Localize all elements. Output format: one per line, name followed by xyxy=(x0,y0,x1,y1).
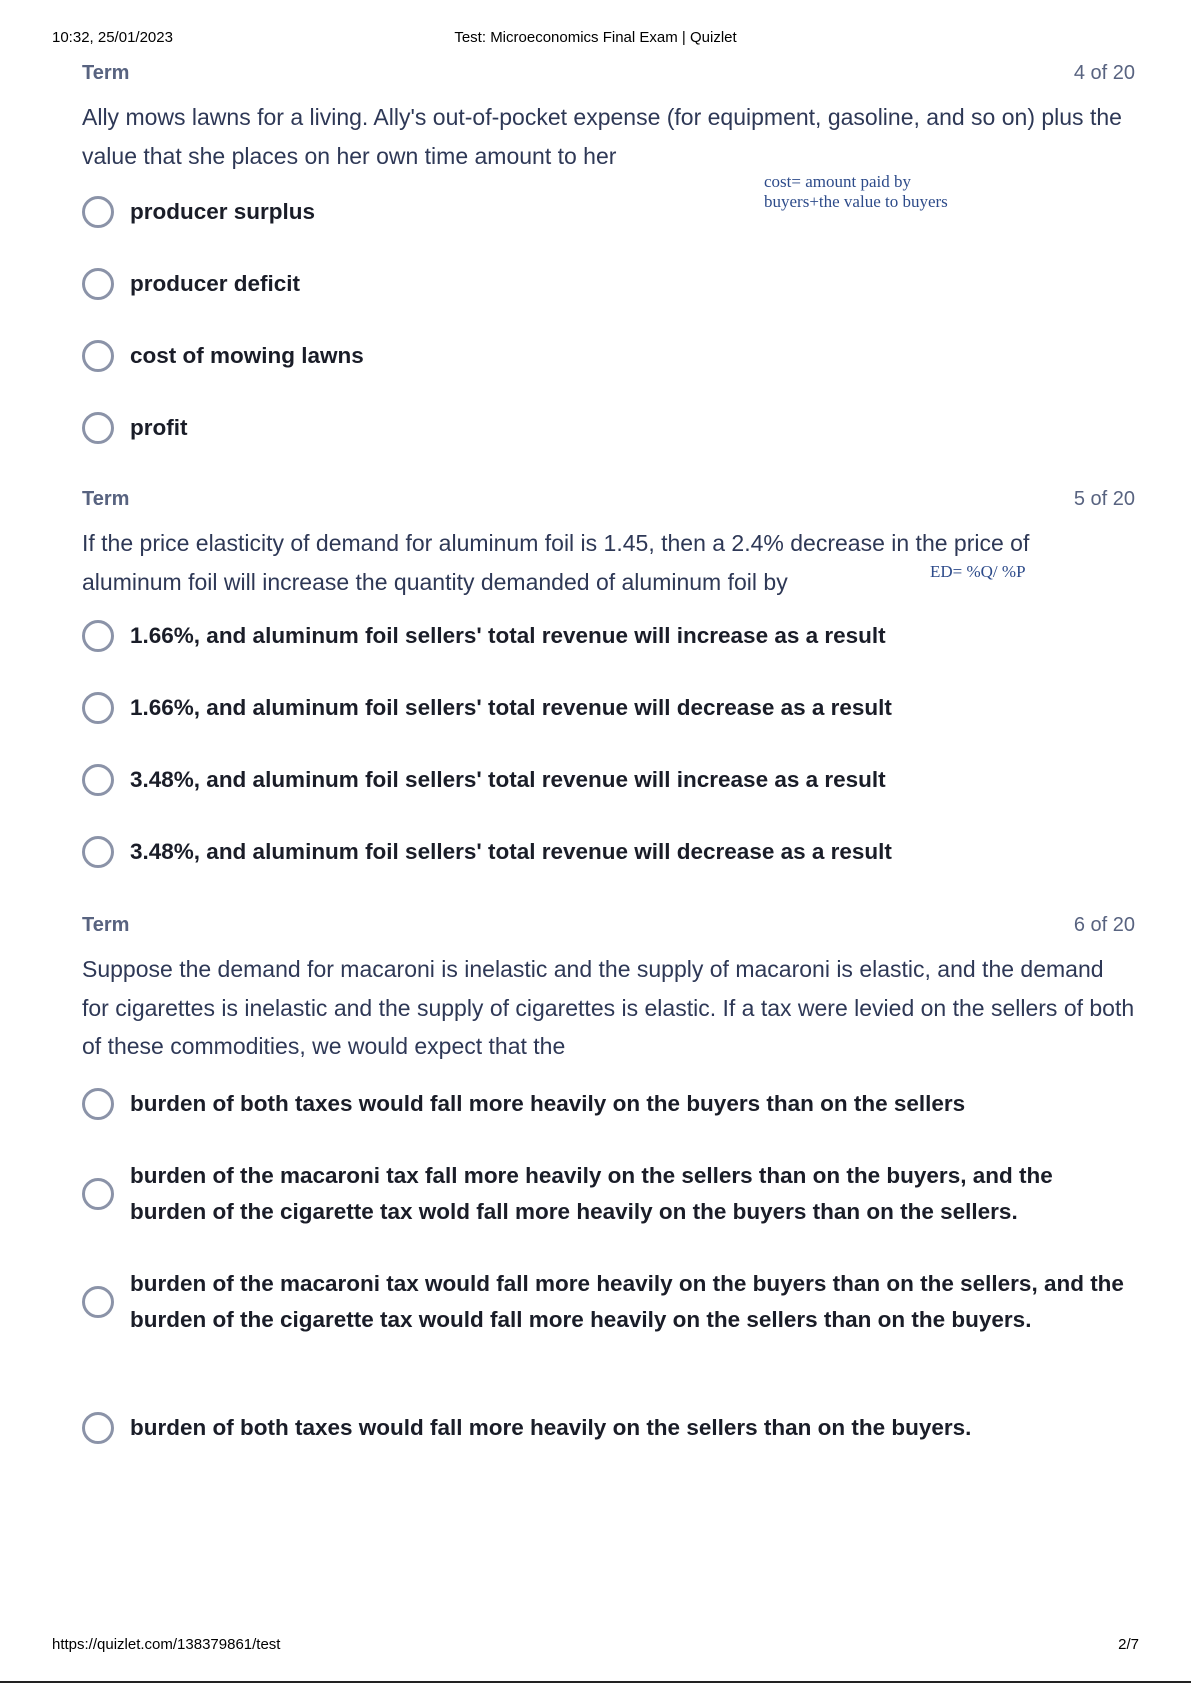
radio-button[interactable] xyxy=(82,340,114,372)
question-card xyxy=(82,62,1135,440)
print-timestamp: 10:32, 25/01/2023 xyxy=(52,29,173,46)
answer-option[interactable] xyxy=(82,266,1135,302)
radio-button[interactable] xyxy=(82,1088,114,1120)
answer-label: profit xyxy=(130,415,188,440)
term-label: Term xyxy=(82,488,130,510)
radio-button[interactable] xyxy=(82,268,114,300)
answer-option[interactable] xyxy=(82,410,1135,446)
question-counter: 6 of 20 xyxy=(1073,914,1135,936)
radio-button[interactable] xyxy=(82,1412,114,1444)
radio-button[interactable] xyxy=(82,764,114,796)
answer-label: 3.48%, and aluminum foil sellers' total revenue will increase as a result xyxy=(130,767,886,792)
radio-button[interactable] xyxy=(82,620,114,652)
answer-option[interactable] xyxy=(82,1086,1135,1122)
answer-option[interactable] xyxy=(82,690,1135,726)
answer-option[interactable] xyxy=(82,1266,1135,1338)
question-card xyxy=(82,488,1135,864)
radio-button[interactable] xyxy=(82,836,114,868)
term-label: Term xyxy=(82,914,130,936)
answer-label: burden of both taxes would fall more heavily on the sellers than on the buyers. xyxy=(130,1415,972,1440)
answer-option[interactable] xyxy=(82,834,1135,870)
page-url: https://quizlet.com/138379861/test xyxy=(52,1636,281,1653)
handwritten-note: ED= %Q/ %P xyxy=(930,562,1026,581)
print-footer xyxy=(0,1636,1191,1656)
page-edge-rule xyxy=(0,1681,1191,1683)
radio-button[interactable] xyxy=(82,412,114,444)
radio-button[interactable] xyxy=(82,1286,114,1318)
answer-label: 3.48%, and aluminum foil sellers' total revenue will decrease as a result xyxy=(130,839,892,864)
print-header xyxy=(0,29,1191,49)
answer-label: producer surplus xyxy=(130,199,316,224)
answer-option[interactable] xyxy=(82,1158,1135,1230)
answer-label: burden of the macaroni tax would fall more heavily on the buyers than on the sellers, and the burden of the cigarette tax would fall more heavily on the sellers than on the buyers. xyxy=(130,1271,1124,1332)
answer-label: burden of both taxes would fall more heavily on the buyers than on the sellers xyxy=(130,1091,966,1116)
radio-button[interactable] xyxy=(82,1178,114,1210)
print-title: Test: Microeconomics Final Exam | Quizlet xyxy=(454,29,737,46)
question-prompt: Ally mows lawns for a living. Ally's out-of-pocket expense (for equipment, gasoline, and so on) plus the value that she places on her own time amount to her xyxy=(82,104,1122,169)
question-prompt: If the price elasticity of demand for aluminum foil is 1.45, then a 2.4% decrease in the price of aluminum foil will increase the quantity demanded of aluminum foil by xyxy=(82,530,1030,595)
answer-label: cost of mowing lawns xyxy=(130,343,364,368)
answer-option[interactable] xyxy=(82,762,1135,798)
answer-label: 1.66%, and aluminum foil sellers' total revenue will increase as a result xyxy=(130,623,886,648)
term-label: Term xyxy=(82,62,130,84)
question-counter: 5 of 20 xyxy=(1073,488,1135,510)
answer-option[interactable] xyxy=(82,1410,1135,1446)
answer-option[interactable] xyxy=(82,618,1135,654)
radio-button[interactable] xyxy=(82,692,114,724)
answer-label: producer deficit xyxy=(130,271,301,296)
page-number: 2/7 xyxy=(1118,1636,1139,1653)
answer-label: burden of the macaroni tax fall more heavily on the sellers than on the buyers, and the burden of the cigarette tax wold fall more heavily on the buyers than on the sellers. xyxy=(130,1163,1053,1224)
handwritten-note: cost= amount paid by buyers+the value to buyers xyxy=(764,172,948,211)
question-counter: 4 of 20 xyxy=(1073,62,1135,84)
radio-button[interactable] xyxy=(82,196,114,228)
answer-option[interactable] xyxy=(82,194,1135,230)
answer-option[interactable] xyxy=(82,338,1135,374)
answer-label: 1.66%, and aluminum foil sellers' total revenue will decrease as a result xyxy=(130,695,892,720)
question-card xyxy=(82,914,1135,1440)
question-prompt: Suppose the demand for macaroni is inelastic and the supply of macaroni is elastic, and the demand for cigarettes is inelastic and the supply of cigarettes is elastic. If a tax were levied on the sellers of both of these commodities, we would expect that the xyxy=(82,956,1135,1059)
